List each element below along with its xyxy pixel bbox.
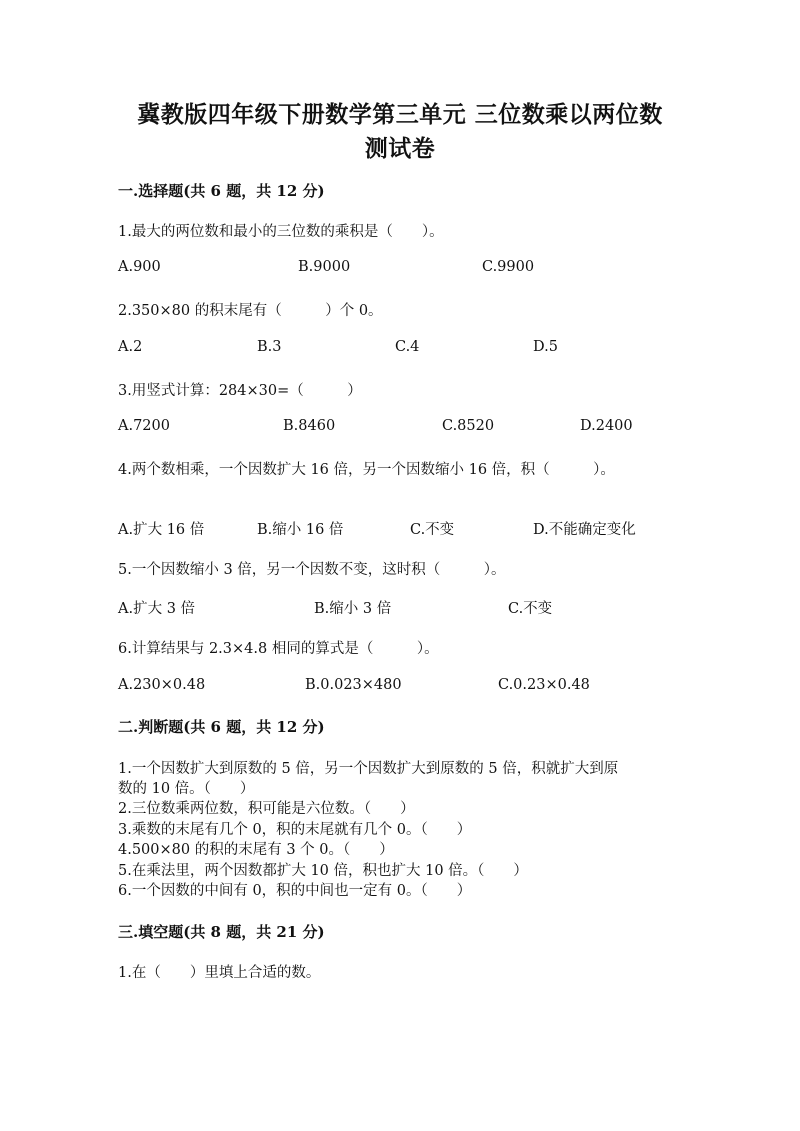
question-stem: 5.一个因数缩小 3 倍，另一个因数不变，这时积（ ）。 [118,562,506,578]
question-stem: 4.两个数相乘，一个因数扩大 16 倍，另一个因数缩小 16 倍，积（ ）。 [118,462,615,478]
option-c[interactable]: C.不变 [508,601,553,617]
judgment-item: 2.三位数乘两位数，积可能是六位数。（ ） [118,801,415,817]
option-a[interactable]: A.900 [118,259,161,275]
option-a[interactable]: A.扩大 16 倍 [118,522,205,538]
section-heading: 三.填空题(共 8 题，共 21 分) [118,923,325,941]
judgment-item: 4.500×80 的积的末尾有 3 个 0。（ ） [118,842,394,858]
option-b[interactable]: B.0.023×480 [305,677,402,693]
judgment-item: 1.一个因数扩大到原数的 5 倍，另一个因数扩大到原数的 5 倍，积就扩大到原 [118,761,619,777]
judgment-item: 6.一个因数的中间有 0，积的中间也一定有 0。（ ） [118,883,472,899]
question-stem: 6.计算结果与 2.3×4.8 相同的算式是（ ）。 [118,641,439,657]
judgment-item: 5.在乘法里，两个因数都扩大 10 倍，积也扩大 10 倍。（ ） [118,863,528,879]
question-stem: 3.用竖式计算：284×30=（ ） [118,383,362,399]
option-b[interactable]: B.缩小 3 倍 [314,601,392,617]
option-d[interactable]: D.不能确定变化 [533,522,636,538]
option-b[interactable]: B.9000 [298,259,351,275]
option-c[interactable]: C.0.23×0.48 [498,677,590,693]
option-b[interactable]: B.缩小 16 倍 [257,522,344,538]
option-d[interactable]: D.2400 [580,418,633,434]
option-d[interactable]: D.5 [533,339,558,355]
option-b[interactable]: B.8460 [283,418,336,434]
question-stem: 1.最大的两位数和最小的三位数的乘积是（ ）。 [118,224,444,240]
title-line-2: 测试卷 [364,135,436,162]
question-stem: 1.在（ ）里填上合适的数。 [118,965,321,981]
section-heading: 一.选择题(共 6 题，共 12 分) [118,182,325,200]
option-a[interactable]: A.7200 [118,418,170,434]
option-b[interactable]: B.3 [257,339,282,355]
question-stem: 2.350×80 的积末尾有（ ）个 0。 [118,303,383,319]
option-c[interactable]: C.8520 [442,418,495,434]
option-a[interactable]: A.230×0.48 [118,677,206,693]
judgment-item-continuation: 数的 10 倍。（ ） [118,781,255,797]
option-c[interactable]: C.4 [395,339,420,355]
title-line-1: 冀教版四年级下册数学第三单元 三位数乘以两位数 [137,101,663,128]
option-a[interactable]: A.2 [118,339,143,355]
option-a[interactable]: A.扩大 3 倍 [118,601,196,617]
option-c[interactable]: C.9900 [482,259,535,275]
option-c[interactable]: C.不变 [410,522,455,538]
judgment-item: 3.乘数的末尾有几个 0，积的末尾就有几个 0。（ ） [118,822,472,838]
section-heading: 二.判断题(共 6 题，共 12 分) [118,718,325,736]
